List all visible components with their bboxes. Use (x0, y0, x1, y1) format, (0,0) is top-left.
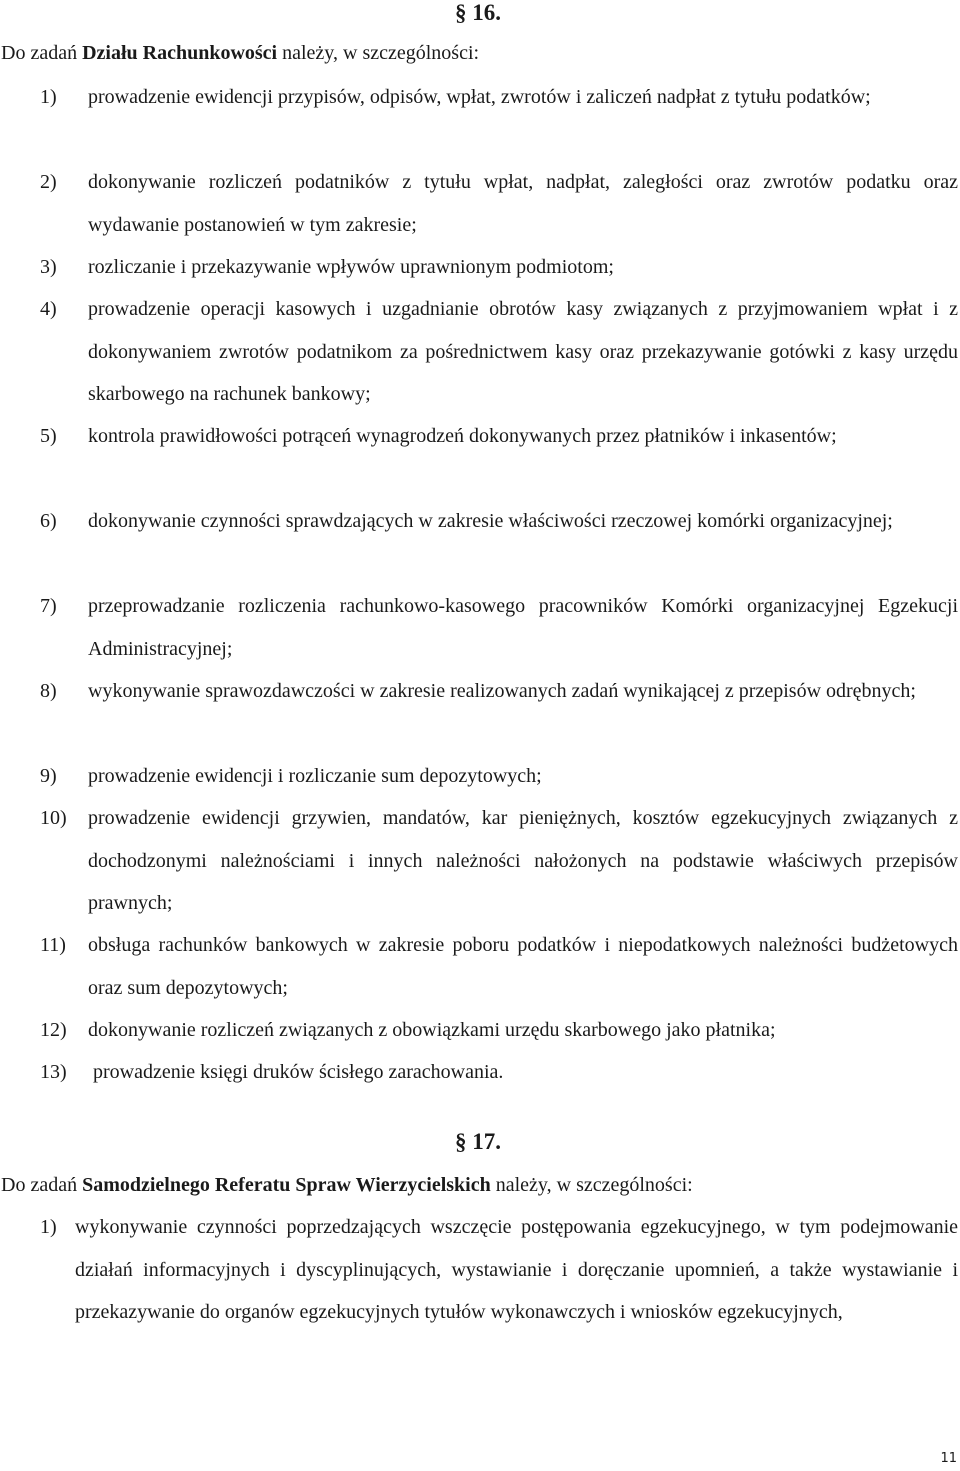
list-item-number: 5) (40, 425, 57, 447)
list-item-text: rozliczanie i przekazywanie wpływów uprawnionym podmiotom; (88, 256, 614, 278)
section-16-heading: § 16. (455, 0, 501, 25)
section-17-heading: § 17. (455, 1129, 501, 1154)
list-item-number: 8) (40, 680, 57, 702)
intro-suffix: należy, w szczególności: (490, 1174, 693, 1196)
list-item-number: 3) (40, 256, 57, 278)
department-name: Samodzielnego Referatu Spraw Wierzycielskich (82, 1174, 491, 1196)
page-number: 11 (940, 1451, 957, 1466)
list-item-text: wykonywanie czynności poprzedzających wszczęcie postępowania egzekucyjnego, w tym podejmowanie działań informacyjnych i dyscyplinujących, wystawianie i doręczanie upomnień, a także wystawianie i przekazywanie do organów egzekucyjnych tytułów wykonawczych i wniosków egzekucyjnych, (75, 1216, 958, 1323)
intro-suffix: należy, w szczególności: (277, 42, 480, 64)
list-item-number: 6) (40, 510, 57, 532)
list-item-16-13 (40, 1051, 958, 1094)
section-17-intro (1, 1172, 956, 1198)
list-item-16-10 (40, 797, 958, 925)
list-item-16-8 (40, 670, 958, 713)
list-item-number: 9) (40, 765, 57, 787)
list-item-text: prowadzenie ewidencji przypisów, odpisów, wpłat, zwrotów i zaliczeń nadpłat z tytułu podatków; (88, 86, 871, 108)
list-item-text: prowadzenie księgi druków ścisłego zarachowania. (88, 1061, 504, 1083)
list-item-text: prowadzenie ewidencji i rozliczanie sum depozytowych; (88, 765, 542, 787)
list-item-16-11 (40, 924, 958, 1009)
list-item-text: wykonywanie sprawozdawczości w zakresie realizowanych zadań wynikającej z przepisów odrębnych; (88, 680, 916, 702)
list-item-16-7 (40, 585, 958, 670)
list-item-16-1 (40, 76, 958, 119)
list-item-text: dokonywanie czynności sprawdzających w zakresie właściwości rzeczowej komórki organizacyjnej; (88, 510, 893, 532)
list-item-text: prowadzenie operacji kasowych i uzgadnianie obrotów kasy związanych z przyjmowaniem wpłat i z dokonywaniem zwrotów podatnikom za pośrednictwem kasy oraz przekazywanie gotówki z kasy urzędu skarbowego na rachunek bankowy; (88, 298, 958, 405)
list-item-16-6 (40, 500, 958, 543)
list-item-16-3 (40, 246, 958, 289)
list-item-16-5 (40, 415, 958, 458)
list-item-16-4 (40, 288, 958, 416)
list-item-number: 11) (40, 934, 66, 956)
list-item-text: dokonywanie rozliczeń podatników z tytułu wpłat, nadpłat, zaległości oraz zwrotów podatku oraz wydawanie postanowień w tym zakresie; (88, 171, 958, 236)
list-item-text: kontrola prawidłowości potrąceń wynagrodzeń dokonywanych przez płatników i inkasentów; (88, 425, 837, 447)
department-name: Działu Rachunkowości (82, 42, 278, 64)
list-item-text: prowadzenie ewidencji grzywien, mandatów, kar pieniężnych, kosztów egzekucyjnych związanych z dochodzonymi należnościami i innych należności nałożonych na podstawie właściwych przepisów prawnych; (88, 807, 958, 914)
list-item-number: 1) (40, 1216, 57, 1238)
list-item-number: 12) (40, 1019, 67, 1041)
list-item-17-1 (40, 1206, 958, 1334)
list-item-number: 2) (40, 171, 57, 193)
section-16-intro (1, 40, 956, 66)
list-item-16-12 (40, 1009, 958, 1052)
list-item-text: dokonywanie rozliczeń związanych z obowiązkami urzędu skarbowego jako płatnika; (88, 1019, 776, 1041)
list-item-number: 1) (40, 86, 57, 108)
list-item-number: 4) (40, 298, 57, 320)
list-item-text: przeprowadzanie rozliczenia rachunkowo-kasowego pracowników Komórki organizacyjnej Egzekucji Administracyjnej; (88, 595, 958, 660)
list-item-number: 13) (40, 1061, 67, 1083)
list-item-number: 10) (40, 807, 67, 829)
list-item-16-9 (40, 755, 958, 798)
intro-prefix: Do zadań (1, 1174, 83, 1196)
intro-prefix: Do zadań (1, 42, 83, 64)
list-item-text: obsługa rachunków bankowych w zakresie poboru podatków i niepodatkowych należności budżetowych oraz sum depozytowych; (88, 934, 958, 999)
list-item-number: 7) (40, 595, 57, 617)
list-item-16-2 (40, 161, 958, 246)
